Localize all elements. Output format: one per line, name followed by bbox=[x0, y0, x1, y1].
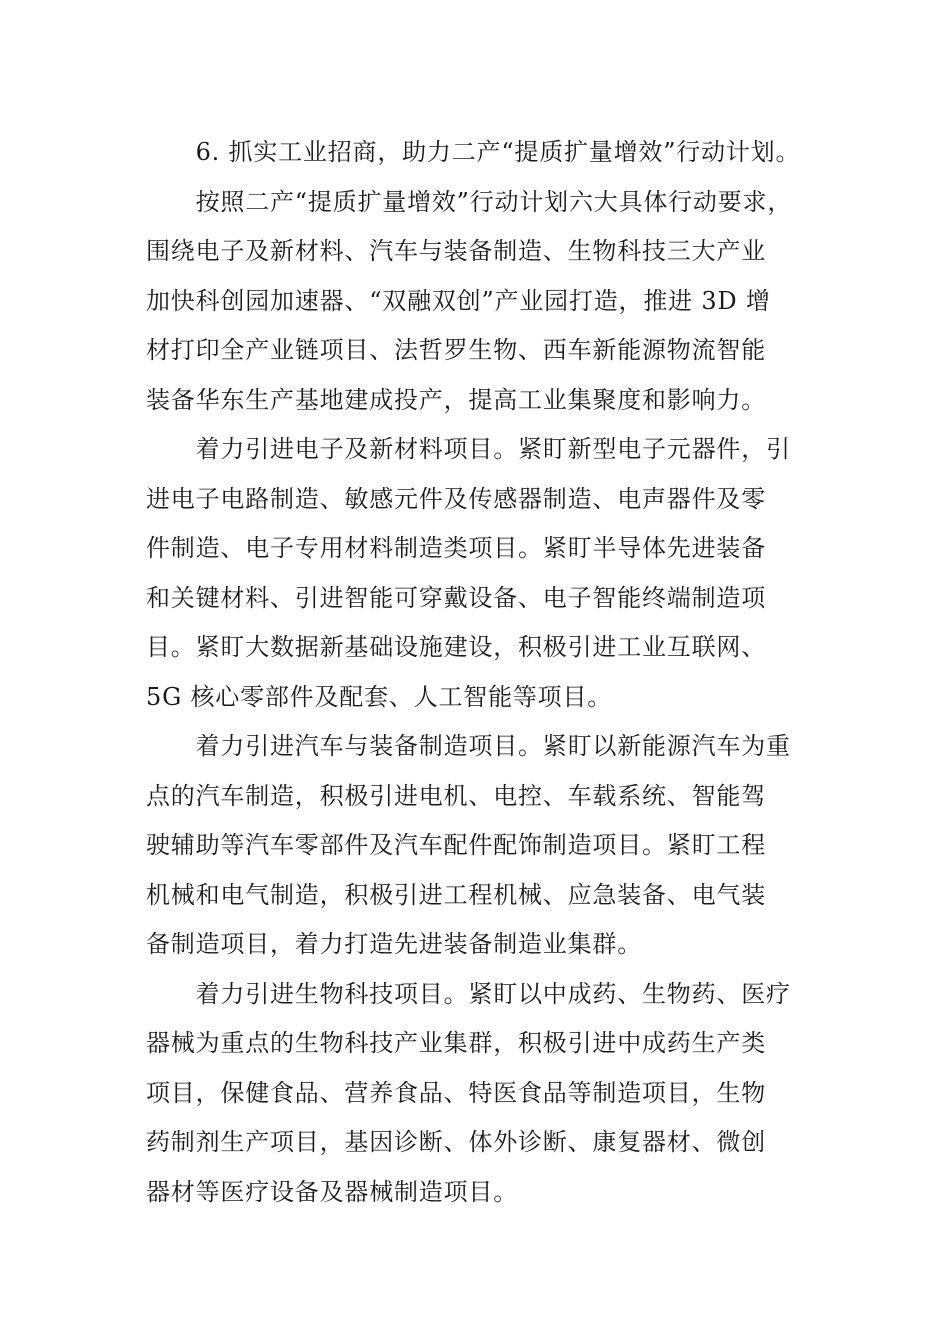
body-text bbox=[146, 128, 808, 1217]
text-line: 药制剂生产项目，基因诊断、体外诊断、康复器材、微创 bbox=[146, 1128, 766, 1156]
text-line: 材打印全产业链项目、法哲罗生物、西车新能源物流智能 bbox=[146, 336, 766, 364]
text-line: 备制造项目，着力打造先进装备制造业集群。 bbox=[146, 930, 642, 958]
text-line: 6. 抓实工业招商，助力二产“提质扩量增效”行动计划。 bbox=[146, 138, 801, 166]
text-line: 围绕电子及新材料、汽车与装备制造、生物科技三大产业 bbox=[146, 237, 766, 265]
text-line: 加快科创园加速器、“双融双创”产业园打造，推进 3D 增 bbox=[146, 286, 771, 315]
text-line: 装备华东生产基地建成投产，提高工业集聚度和影响力。 bbox=[146, 385, 766, 414]
text-line: 点的汽车制造，积极引进电机、电控、车载系统、智能驾 bbox=[146, 781, 766, 810]
text-line: 和关键材料、引进智能可穿戴设备、电子智能终端制造项 bbox=[146, 583, 766, 612]
text-line: 按照二产“提质扩量增效”行动计划六大具体行动要求， bbox=[146, 187, 793, 216]
text-line: 机械和电气制造，积极引进工程机械、应急装备、电气装 bbox=[146, 880, 766, 909]
text-line: 着力引进电子及新材料项目。紧盯新型电子元器件，引 bbox=[146, 435, 791, 463]
text-line: 项目，保健食品、营养食品、特医食品等制造项目，生物 bbox=[146, 1078, 766, 1107]
text-line: 着力引进生物科技项目。紧盯以中成药、生物药、医疗 bbox=[146, 979, 791, 1008]
text-line: 5G 核心零部件及配套、人工智能等项目。 bbox=[146, 682, 613, 711]
text-line: 目。紧盯大数据新基础设施建设，积极引进工业互联网、 bbox=[146, 633, 766, 661]
text-line: 件制造、电子专用材料制造类项目。紧盯半导体先进装备 bbox=[146, 534, 766, 562]
text-line: 驶辅助等汽车零部件及汽车配件配饰制造项目。紧盯工程 bbox=[146, 831, 766, 859]
text-line: 进电子电路制造、敏感元件及传感器制造、电声器件及零 bbox=[146, 484, 766, 513]
text-line: 器材等医疗设备及器械制造项目。 bbox=[146, 1177, 518, 1206]
text-line: 器械为重点的生物科技产业集群，积极引进中成药生产类 bbox=[146, 1029, 766, 1057]
text-line: 着力引进汽车与装备制造项目。紧盯以新能源汽车为重 bbox=[146, 732, 791, 760]
